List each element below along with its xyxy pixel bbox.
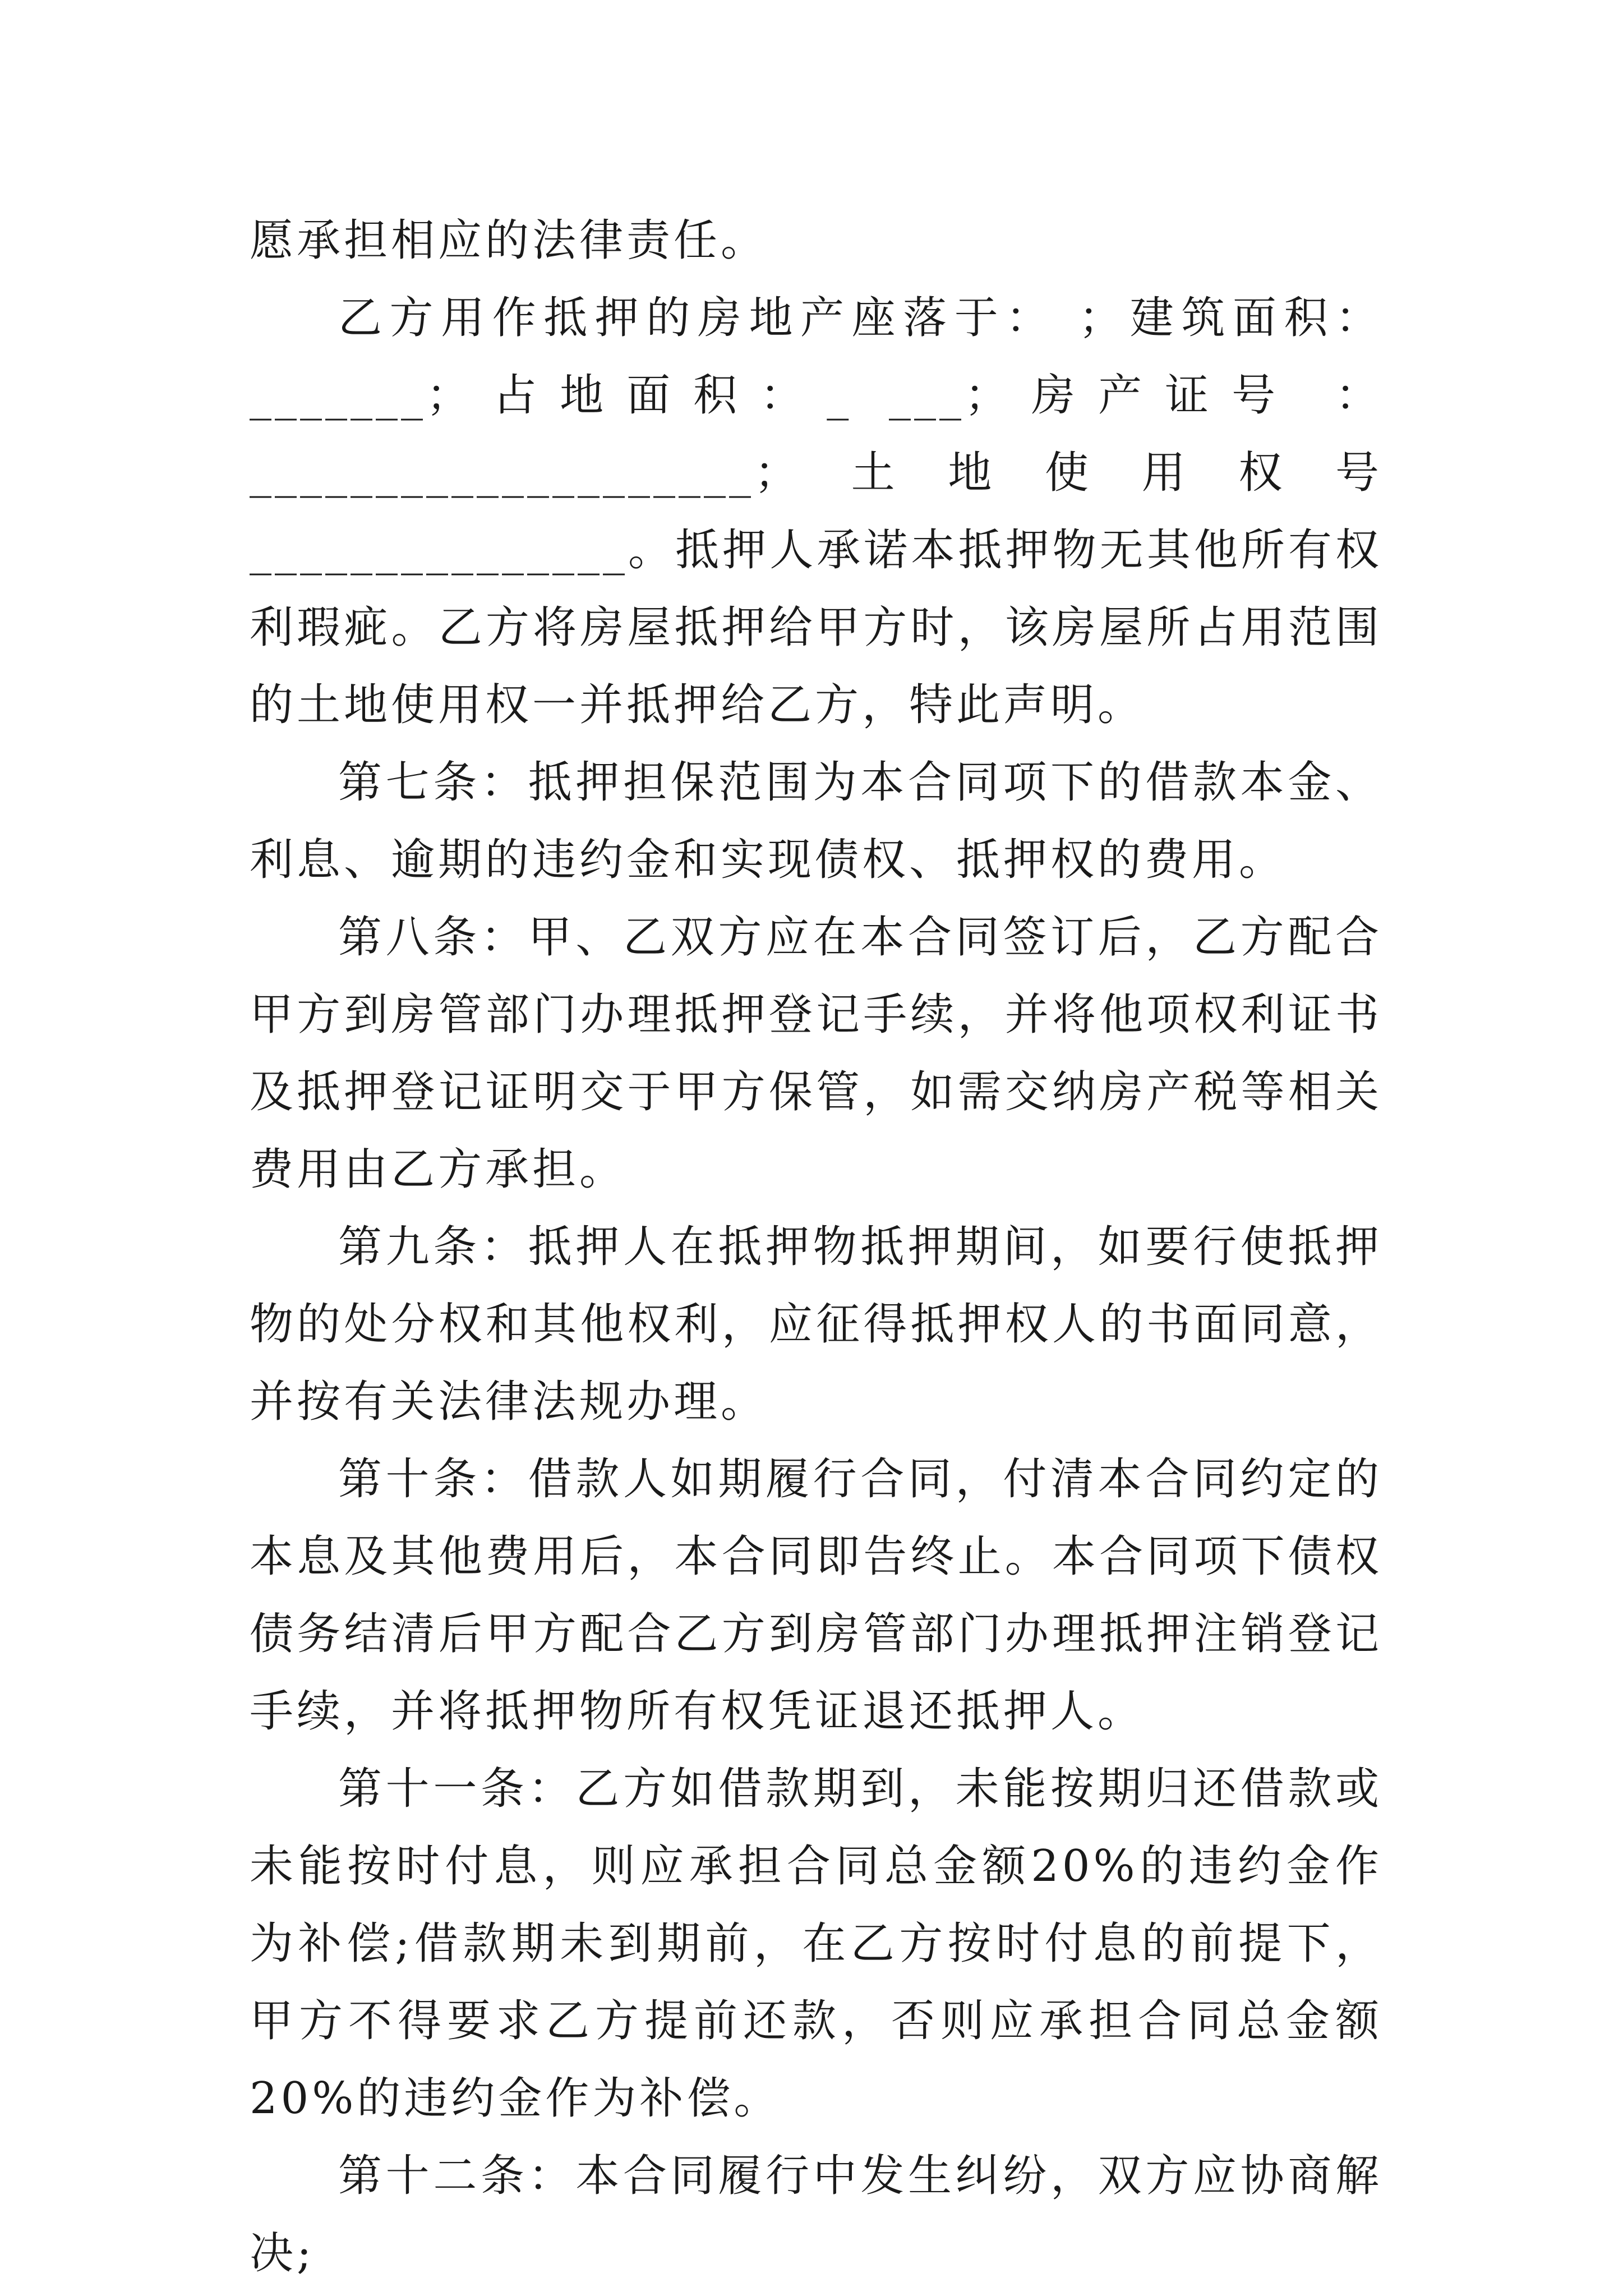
paragraph-article-7: 第七条：抵押担保范围为本合同项下的借款本金、利息、逾期的违约金和实现债权、抵押权的费用。 xyxy=(250,757,1382,885)
paragraph-article-10: 第十条：借款人如期履行合同，付清本合同约定的本息及其他费用后，本合同即告终止。本合同项下债权债务结清后甲方配合乙方到房管部门办理抵押注销登记手续，并将抵押物所有权凭证退还抵押人。 xyxy=(250,1454,1382,1737)
paragraph-article-9: 第九条：抵押人在抵押物抵押期间，如要行使抵押物的处分权和其他权利，应征得抵押权人的书面同意，并按有关法律法规办理。 xyxy=(250,1222,1382,1427)
paragraph-article-12: 第十二条：本合同履行中发生纠纷，双方应协商解决; xyxy=(250,2151,1382,2279)
paragraph-article-8: 第八条：甲、乙双方应在本合同签订后，乙方配合甲方到房管部门办理抵押登记手续，并将他项权利证书及抵押登记证明交于甲方保管，如需交纳房产税等相关费用由乙方承担。 xyxy=(250,912,1382,1195)
document-body xyxy=(250,202,1382,2292)
paragraph-property-details: 乙方用作抵押的房地产座落于： ；建筑面积：_______；占地面积：_ ___；房产证号 ：____________________；土地使用权号_______________。抵押人承诺本抵押物无其他所有权利瑕疵。乙方将房屋抵押给甲方时，该房屋所占用范围的土地使用权一并抵押给乙方，特此声明。 xyxy=(250,293,1382,730)
paragraph-article-11: 第十一条：乙方如借款期到，未能按期归还借款或未能按时付息，则应承担合同总金额20%的违约金作为补偿;借款期未到期前，在乙方按时付息的前提下，甲方不得要求乙方提前还款，否则应承担合同总金额20%的违约金作为补偿。 xyxy=(250,1764,1382,2124)
paragraph-continuation: 愿承担相应的法律责任。 xyxy=(250,215,768,266)
